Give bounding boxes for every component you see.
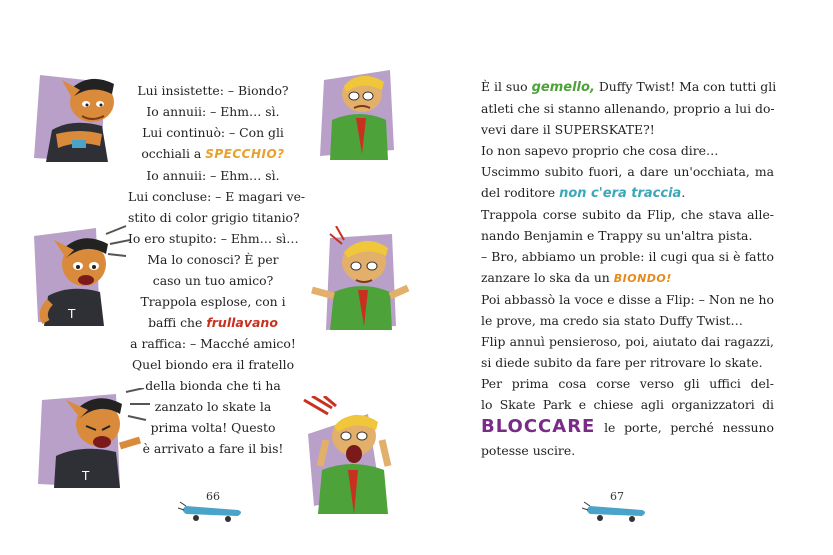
text-line: zanzato lo skate la	[154, 399, 272, 414]
text-line: baffi che frullavano	[148, 315, 278, 330]
text-line: lo Skate Park e chiese agli organizzatori di	[481, 397, 774, 412]
geronimo-shrugging-illustration	[300, 226, 410, 334]
text-line: è arrivato a fare il bis!	[142, 441, 284, 456]
text-line: Lui continuò: – Con gli	[142, 125, 284, 140]
left-text-block-1	[128, 80, 306, 459]
text-line: si diede subito da fare per ritrovare lo skate.	[481, 355, 763, 370]
specchio-sound-effect: SPECCHIO?	[205, 147, 285, 161]
text-line: del roditore non c'era traccia.	[481, 185, 686, 201]
right-page	[416, 0, 833, 555]
text-line: Io non sapevo proprio che cosa dire…	[481, 143, 719, 158]
text-line: stito di color grigio titanio?	[128, 210, 300, 225]
bloccare-sound-effect: BLOCCARE	[481, 416, 596, 437]
geronimo-screaming-illustration	[298, 396, 404, 516]
geronimo-nervous-illustration	[302, 64, 402, 164]
text-line: Io annuii: – Ehm… sì.	[146, 104, 280, 119]
trappola-arms-crossed-illustration	[32, 70, 127, 165]
non-cera-traccia-sound-effect: non c'era traccia	[559, 186, 682, 201]
svg-text:T: T	[82, 469, 90, 483]
text-line: – Bro, abbiamo un proble: il cugi qua si è fatto	[481, 249, 774, 264]
text-line: le prove, ma credo sia stato Duffy Twist…	[481, 313, 743, 328]
text-line: Trappola esplose, con i	[140, 294, 286, 309]
trappola-surprised-illustration	[30, 222, 130, 332]
text-line: vevi dare il SUPERSKATE?!	[481, 122, 655, 137]
text-line: Lui concluse: – E magari ve-	[128, 189, 306, 204]
text-line: Io annuii: – Ehm… sì.	[146, 168, 280, 183]
text-line: a raffica: – Macché amico!	[130, 336, 296, 351]
text-line: zanzare lo ska da un BIONDO!	[481, 270, 672, 285]
text-line: BLOCCARE le porte, perché nessuno	[481, 416, 774, 437]
svg-text:T: T	[68, 307, 76, 321]
text-line: Uscimmo subito fuori, a dare un'occhiata, ma	[481, 164, 774, 179]
page-number-right: 67	[582, 490, 652, 520]
text-line: Poi abbassò la voce e disse a Flip: – Non ne ho	[481, 292, 774, 307]
text-line: atleti che si stanno allenando, proprio a lui do-	[481, 101, 775, 116]
text-line: nando Benjamin e Trappy su un'altra pista.	[481, 228, 753, 243]
text-line: Lui insistette: – Biondo?	[137, 83, 289, 98]
text-line: Io ero stupito: – Ehm… sì…	[128, 231, 299, 246]
text-line: Ma lo conosci? È per	[147, 252, 279, 267]
text-line: prima volta! Questo	[150, 420, 276, 435]
page-number-left: 66	[178, 490, 248, 520]
text-line: Trappola corse subito da Flip, che stava alle-	[481, 207, 774, 222]
biondo-sound-effect: BIONDO!	[613, 272, 672, 285]
text-line: Per prima cosa corse verso gli uffici del-	[481, 376, 774, 391]
gemello-sound-effect: gemello,	[531, 80, 595, 95]
text-line: Quel biondo era il fratello	[131, 357, 295, 372]
text-line: della bionda che ti ha	[145, 378, 281, 393]
left-page	[0, 0, 416, 555]
text-line: caso un tuo amico?	[152, 273, 274, 288]
text-line: Flip annuì pensieroso, poi, aiutato dai ragazzi,	[481, 334, 774, 349]
text-line: occhiali a SPECCHIO?	[141, 146, 285, 161]
text-line: potesse uscire.	[481, 443, 576, 458]
text-line: È il suo gemello, Duffy Twist! Ma con tutti gli	[481, 79, 777, 95]
right-text-block	[481, 76, 777, 461]
frullavano-sound-effect: frullavano	[206, 315, 278, 330]
